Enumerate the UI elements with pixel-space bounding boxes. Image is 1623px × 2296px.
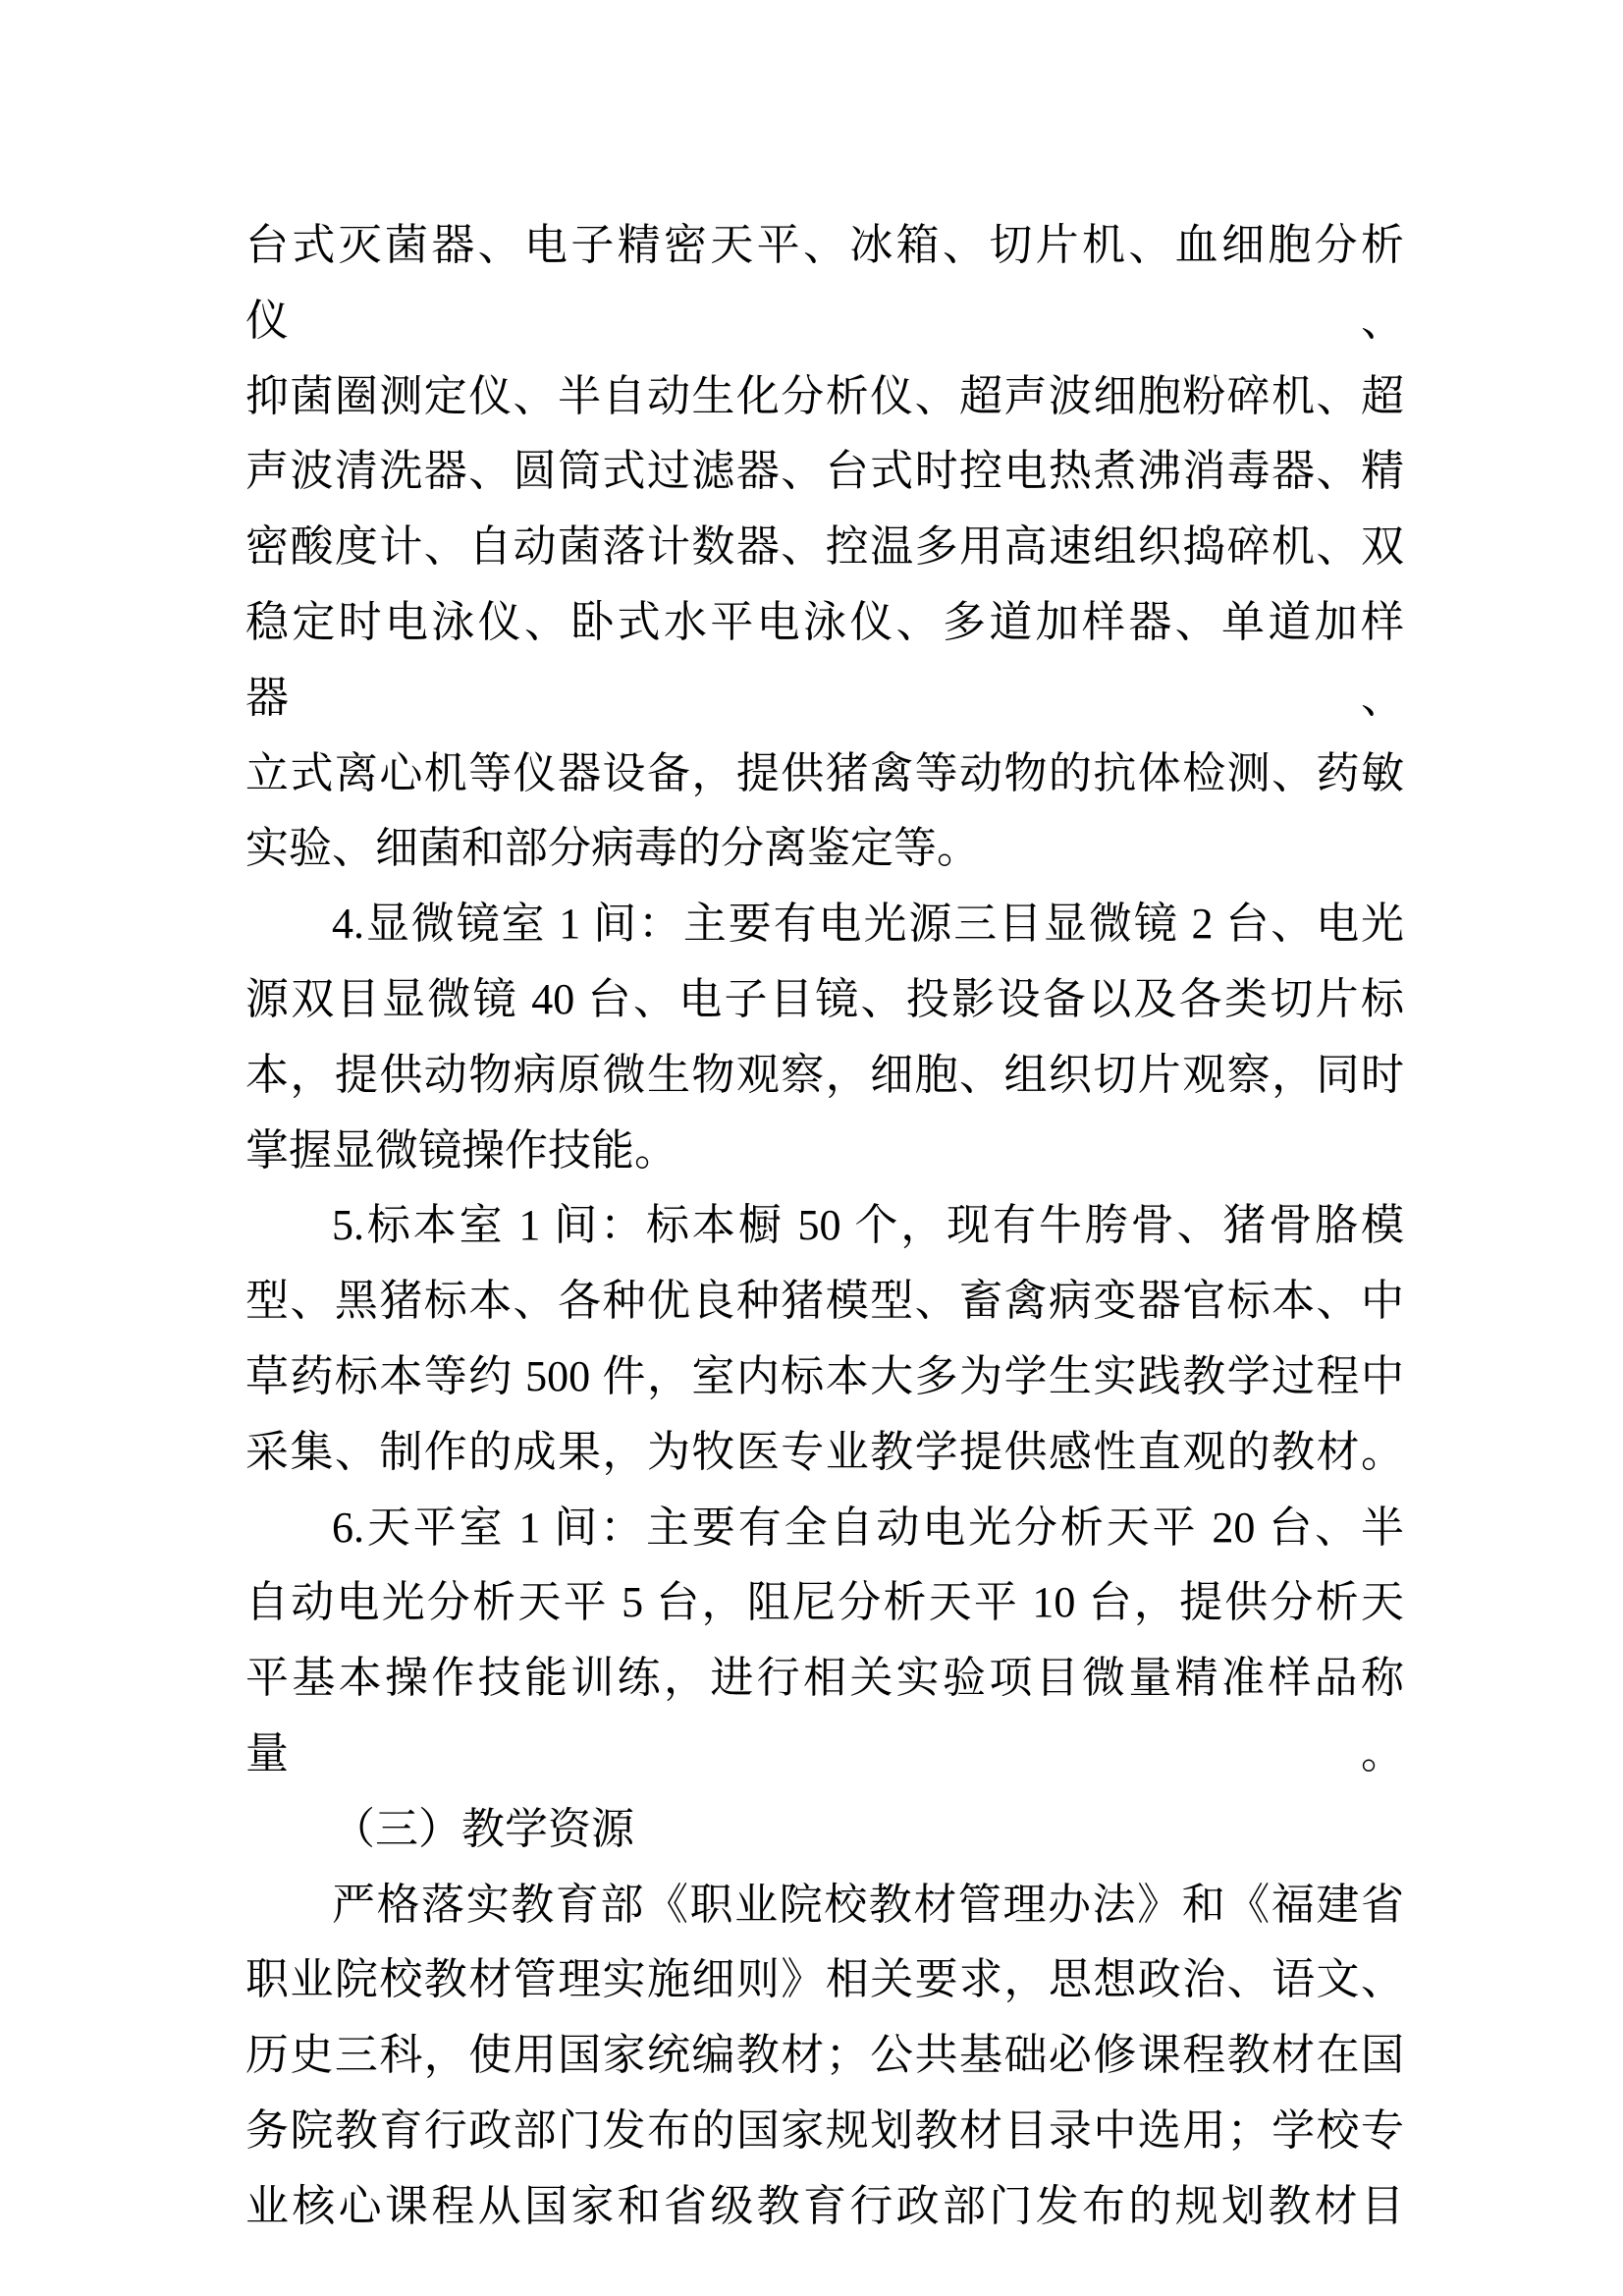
text-line: 6.天平室 1 间：主要有全自动电光分析天平 20 台、半	[332, 1503, 1404, 1552]
text-line: 实验、细菌和部分病毒的分离鉴定等。	[245, 824, 980, 873]
text-line: 务院教育行政部门发布的国家规划教材目录中选用；学校专	[245, 2105, 1404, 2155]
text-line: 台式灭菌器、电子精密天平、冰箱、切片机、血细胞分析仪、	[245, 221, 1404, 345]
text-line: 稳定时电泳仪、卧式水平电泳仪、多道加样器、单道加样器、	[245, 597, 1404, 722]
text-line: 本，提供动物病原微生物观察，细胞、组织切片观察，同时	[245, 1050, 1404, 1099]
text-line: 掌握显微镜操作技能。	[245, 1125, 677, 1175]
text-line: 密酸度计、自动菌落计数器、控温多用高速组织捣碎机、双	[245, 522, 1404, 572]
text-line: 业核心课程从国家和省级教育行政部门发布的规划教材目	[245, 2181, 1404, 2230]
text-line: 自动电光分析天平 5 台，阻尼分析天平 10 台，提供分析天	[245, 1578, 1404, 1627]
text-line: 5.标本室 1 间：标本橱 50 个，现有牛胯骨、猪骨胳模	[332, 1201, 1404, 1250]
text-line: 职业院校教材管理实施细则》相关要求，思想政治、语文、	[245, 1955, 1404, 2004]
text-line: 抑菌圈测定仪、半自动生化分析仪、超声波细胞粉碎机、超	[245, 371, 1404, 420]
text-line: 严格落实教育部《职业院校教材管理办法》和《福建省	[332, 1880, 1404, 1929]
page-body	[245, 208, 1404, 2245]
text-line: 立式离心机等仪器设备，提供猪禽等动物的抗体检测、药敏	[245, 748, 1404, 797]
section-heading: （三）教学资源	[332, 1804, 634, 1853]
text-line: 历史三科，使用国家统编教材；公共基础必修课程教材在国	[245, 2031, 1404, 2080]
text-line: 采集、制作的成果，为牧医专业教学提供感性直观的教材。	[245, 1427, 1404, 1476]
text-line: 型、黑猪标本、各种优良种猪模型、畜禽病变器官标本、中	[245, 1277, 1404, 1326]
text-line: 源双目显微镜 40 台、电子目镜、投影设备以及各类切片标	[245, 974, 1404, 1023]
text-line: 平基本操作技能训练，进行相关实验项目微量精准样品称量。	[245, 1654, 1404, 1777]
text-line: 声波清洗器、圆筒式过滤器、台式时控电热煮沸消毒器、精	[245, 447, 1404, 496]
text-line: 草药标本等约 500 件，室内标本大多为学生实践教学过程中	[245, 1351, 1404, 1400]
text-line: 4.显微镜室 1 间：主要有电光源三目显微镜 2 台、电光	[332, 900, 1404, 949]
